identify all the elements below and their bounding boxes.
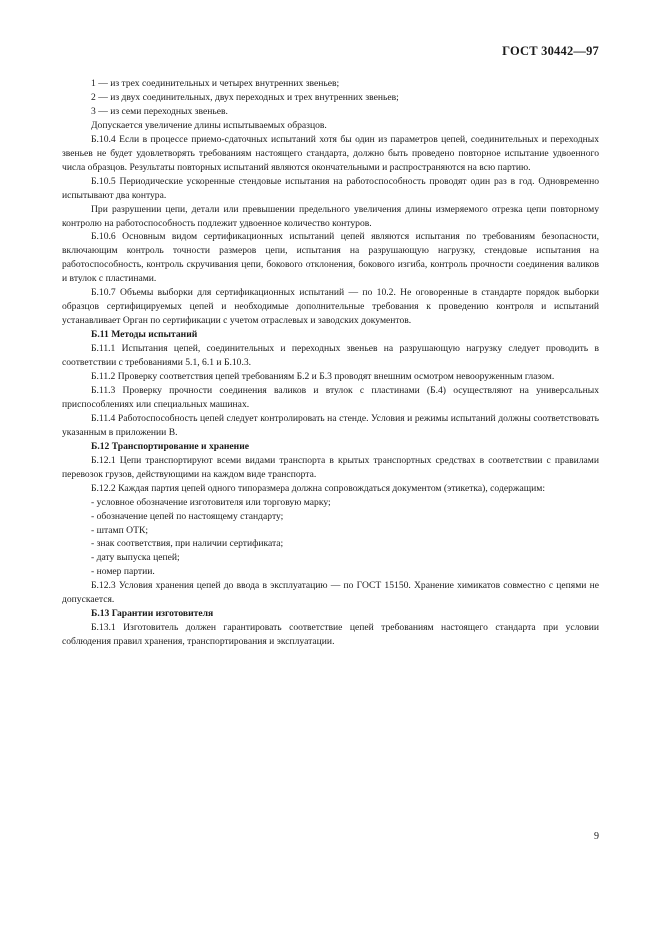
list-item: - обозначение цепей по настоящему стандарту;	[91, 510, 599, 524]
paragraph-b12-3: Б.12.3 Условия хранения цепей до ввода в эксплуатацию — по ГОСТ 15150. Хранение химикатов совместно с цепями не допускается.	[62, 580, 599, 606]
paragraph-b10-7: Б.10.7 Объемы выборки для сертификационных испытаний — по 10.2. Не оговоренные в стандарте порядок выборки образцов сертифицируемых цепей и необходимые дополнительные требования к проведению контроля и испытаний устанавливает Орган по сертификации с учетом отраслевых и заводских документов.	[62, 287, 599, 327]
list-item: - номер партии.	[91, 565, 599, 579]
list-item: - знак соответствия, при наличии сертификата;	[91, 537, 599, 551]
page-number: 9	[594, 831, 599, 842]
paragraph-b11-1: Б.11.1 Испытания цепей, соединительных и переходных звеньев на разрушающую нагрузку следует проводить в соответствии с требованиями 5.1, 6.1 и Б.10.3.	[62, 343, 599, 369]
paragraph-b10-6: Б.10.6 Основным видом сертификационных испытаний цепей являются испытания по требованиям безопасности, включающим контроль точности размеров цепи, испытания на разрушающую нагрузку, стендовые испытания на работоспособность, контроль скручивания цепи, бокового отклонения, бокового изгиба, контроль прочности соединения валиков и втулок с пластинами.	[62, 231, 599, 285]
paragraph-b13-1: Б.13.1 Изготовитель должен гарантировать соответствие цепей требованиям настоящего стандарта при условии соблюдения правил хранения, транспортирования и эксплуатации.	[62, 622, 599, 648]
document-header: ГОСТ 30442—97	[502, 44, 599, 58]
list-item: - дату выпуска цепей;	[91, 551, 599, 565]
list-item: - штамп ОТК;	[91, 524, 599, 538]
intro-item: Допускается увеличение длины испытываемых образцов.	[91, 119, 327, 131]
paragraph-b12-1: Б.12.1 Цепи транспортируют всеми видами транспорта в крытых транспортных средствах в соответствии с правилами перевозок грузов, действующими на каждом виде транспорта.	[62, 454, 599, 480]
label-contents-list	[62, 496, 599, 580]
paragraph-b10-5: Б.10.5 Периодические ускоренные стендовые испытания на работоспособность проводят один раз в год. Одновременно испытывают два контура.	[62, 175, 599, 201]
paragraph-b11-3: Б.11.3 Проверку прочности соединения валиков и втулок с пластинами (Б.4) осуществляют на универсальных приспособлениях или специальных машинах.	[62, 384, 599, 410]
list-item: - условное обозначение изготовителя или торговую марку;	[91, 496, 599, 510]
document-body	[62, 77, 599, 649]
section-heading-b12: Б.12 Транспортирование и хранение	[91, 440, 249, 452]
paragraph-b12-2: Б.12.2 Каждая партия цепей одного типоразмера должна сопровождаться документом (этикетка), содержащим:	[91, 482, 546, 494]
intro-item: 1 — из трех соединительных и четырех внутренних звеньев;	[91, 78, 340, 89]
paragraph-b11-2: Б.11.2 Проверку соответствия цепей требованиям Б.2 и Б.3 проводят внешним осмотром невооруженным глазом.	[91, 371, 555, 383]
section-heading-b13: Б.13 Гарантии изготовителя	[91, 608, 214, 620]
paragraph-b10-4: Б.10.4 Если в процессе приемо-сдаточных испытаний хотя бы один из параметров цепей, соединительных и переходных звеньев не будет удовлетворять требованиям настоящего стандарта, должно быть проведено повторное испытание удвоенного числа образцов. Результаты повторных испытаний являются окончательными и распространяются на всю партию.	[62, 133, 599, 173]
intro-item: 2 — из двух соединительных, двух переходных и трех внутренних звеньев;	[91, 91, 399, 103]
paragraph-b10-5-cont: При разрушении цепи, детали или превышении предельного увеличения длины измеряемого отрезка цепи повторному контролю на работоспособность подлежит удвоенное количество контуров.	[62, 203, 599, 229]
paragraph-b11-4: Б.11.4 Работоспособность цепей следует контролировать на стенде. Условия и режимы испытаний должны соответствовать указанным в приложении В.	[62, 412, 599, 438]
intro-item: 3 — из семи переходных звеньев.	[91, 105, 228, 117]
section-heading-b11: Б.11 Методы испытаний	[91, 329, 198, 341]
